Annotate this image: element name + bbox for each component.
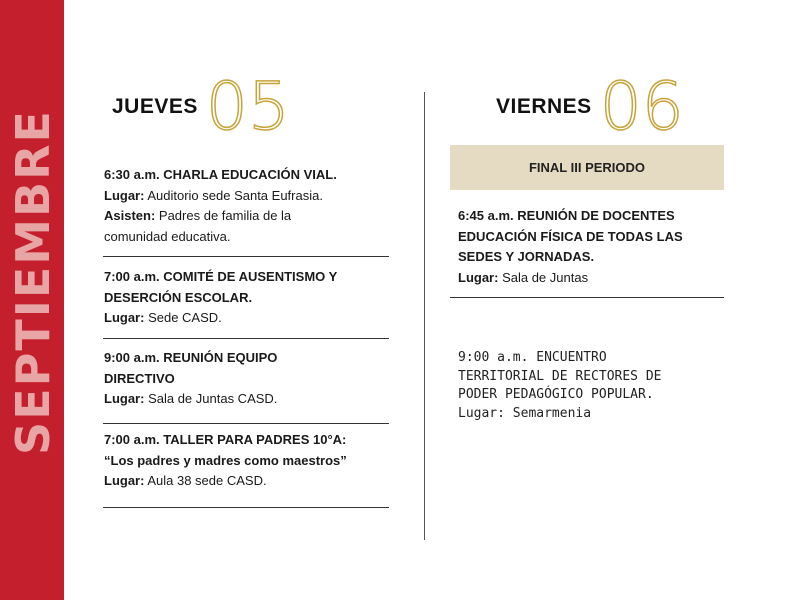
lugar-value: Sede CASD.: [144, 310, 222, 325]
day-header-thursday: [112, 68, 290, 145]
event-title-cont: DESERCIÓN ESCOLAR.: [104, 289, 253, 305]
asisten-value: Padres de familia de la: [155, 208, 292, 223]
event-comite-ausentismo: [104, 267, 337, 329]
asisten-label: Asisten:: [104, 208, 156, 223]
event-title: 7:00 a.m. TALLER PARA PADRES 10°A:: [104, 432, 347, 447]
day-name: JUEVES: [112, 95, 198, 118]
event-reunion-directivo: [104, 348, 277, 410]
separator: [103, 256, 389, 257]
event-title-cont: DIRECTIVO: [104, 370, 175, 386]
event-charla-vial: [104, 165, 337, 247]
column-divider: [424, 92, 425, 540]
day-name: VIERNES: [496, 95, 592, 118]
day-number: 06: [599, 68, 684, 145]
separator: [450, 297, 724, 298]
month-label: SEPTIEMBRE: [6, 109, 60, 455]
day-header-friday: [496, 68, 684, 145]
lugar-label: Lugar:: [104, 473, 145, 488]
event-title: 6:45 a.m. REUNIÓN DE DOCENTES: [458, 208, 675, 223]
period-banner: FINAL III PERIODO: [450, 145, 724, 190]
event-taller-padres: [104, 430, 347, 492]
lugar-value: Auditorio sede Santa Eufrasia.: [144, 187, 323, 203]
event-title: 7:00 a.m. COMITÉ DE AUSENTISMO Y: [104, 269, 338, 284]
day-number: 05: [205, 68, 290, 145]
event-line: PODER PEDAGÓGICO POPULAR.: [458, 387, 654, 402]
event-title-cont: EDUCACIÓN FÍSICA DE TODAS LAS: [458, 228, 683, 244]
event-line: Lugar: Semarmenia: [458, 405, 592, 421]
separator: [103, 423, 389, 424]
event-reunion-docentes: [458, 206, 683, 288]
event-title: 6:30 a.m. CHARLA EDUCACIÓN VIAL.: [104, 167, 337, 182]
event-title-cont: “Los padres y madres como maestros”: [104, 452, 347, 468]
event-encuentro-rectores: [458, 349, 662, 423]
lugar-value: Aula 38 sede CASD.: [144, 473, 267, 488]
lugar-value: Sala de Juntas: [498, 269, 589, 285]
asisten-value-cont: comunidad educativa.: [104, 228, 231, 244]
event-title: 9:00 a.m. REUNIÓN EQUIPO: [104, 350, 278, 365]
lugar-label: Lugar:: [104, 391, 145, 406]
event-title-cont: SEDES Y JORNADAS.: [458, 249, 595, 264]
separator: [103, 507, 389, 508]
lugar-label: Lugar:: [104, 187, 145, 203]
event-line: 9:00 a.m. ENCUENTRO: [458, 350, 607, 365]
lugar-label: Lugar:: [104, 310, 145, 325]
lugar-value: Sala de Juntas CASD.: [144, 391, 278, 406]
lugar-label: Lugar:: [458, 269, 499, 285]
sidebar: [0, 0, 64, 600]
event-line: TERRITORIAL DE RECTORES DE: [458, 368, 662, 384]
separator: [103, 338, 389, 339]
